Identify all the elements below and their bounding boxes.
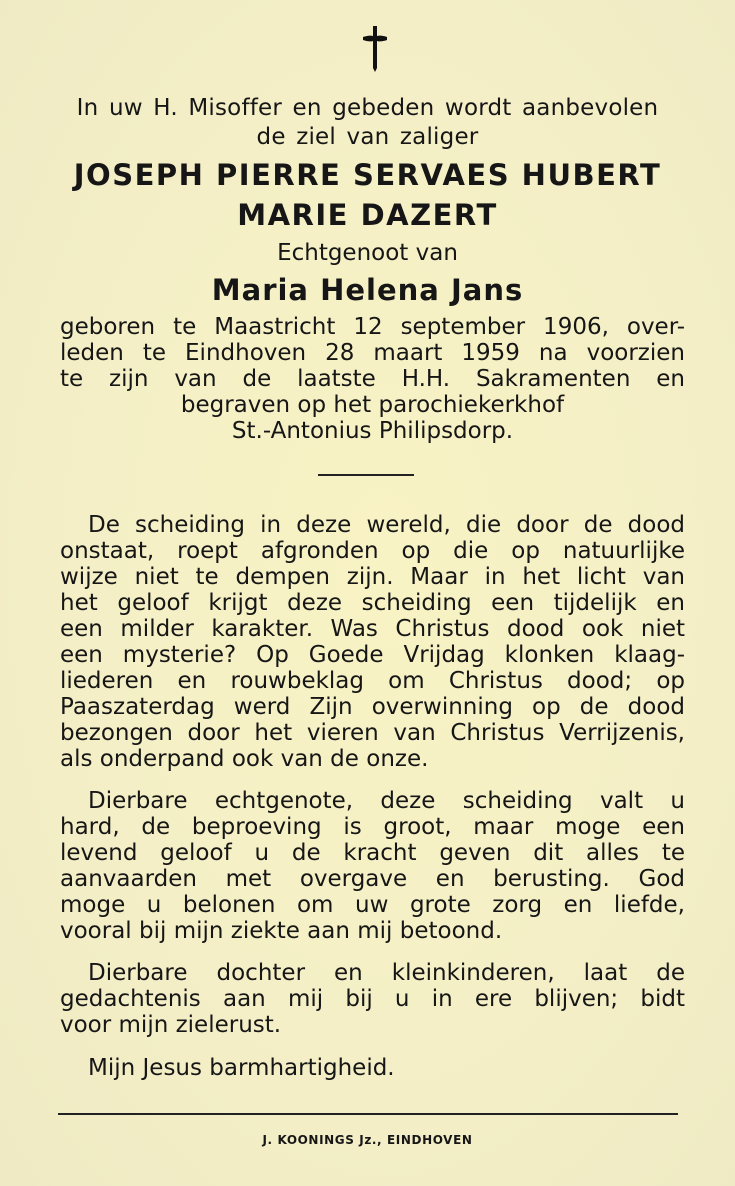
paragraph-line: als onderpand ook van de onze.	[60, 746, 429, 772]
paragraph-line: aanvaarden met overgave en berusting. God	[60, 866, 685, 892]
paragraph-line: Dierbare echtgenote, deze scheiding valt u	[88, 788, 685, 814]
printer-credit: J. KOONINGS Jz., EINDHOVEN	[262, 1133, 473, 1147]
paragraph-line: een milder karakter. Was Christus dood ook niet	[60, 616, 685, 642]
deceased-name-line: MARIE DAZERT	[237, 198, 498, 232]
paragraph-family	[60, 960, 685, 1038]
deceased-name	[0, 155, 735, 235]
paragraph-line: moge u belonen om uw grote zorg en liefde,	[60, 892, 685, 918]
latin-cross-icon	[360, 24, 390, 74]
paragraph-reflection	[60, 512, 685, 772]
biography	[60, 314, 685, 444]
paragraph-line: gedachtenis aan mij bij u in ere blijven; bidt	[60, 986, 685, 1012]
closing-prayer: Mijn Jesus barmhartigheid.	[88, 1055, 395, 1081]
spouse-label: Echtgenoot van	[277, 240, 458, 266]
intro-line: In uw H. Misoffer en gebeden wordt aanbevolen	[76, 95, 659, 121]
bio-line: begraven op het parochiekerkhof	[180, 392, 565, 418]
paragraph-line: bezongen door het vieren van Christus Verrijzenis,	[60, 720, 685, 746]
paragraph-line: levend geloof u de kracht geven dit alles te	[60, 840, 685, 866]
paragraph-line: het geloof krijgt deze scheiding een tijdelijk en	[60, 590, 685, 616]
paragraph-line: voor mijn zielerust.	[60, 1012, 282, 1038]
divider-long	[58, 1113, 678, 1115]
paragraph-line: liederen en rouwbeklag om Christus dood; op	[60, 668, 685, 694]
intro-line: de ziel van zaliger	[256, 124, 479, 150]
paragraph-line: Paaszaterdag werd Zijn overwinning op de dood	[60, 694, 685, 720]
bio-line: te zijn van de laatste H.H. Sakramenten en	[60, 366, 685, 392]
bio-line: leden te Eindhoven 28 maart 1959 na voorzien	[60, 340, 685, 366]
paragraph-line: een mysterie? Op Goede Vrijdag klonken klaag-	[60, 642, 685, 668]
spouse-name: Maria Helena Jans	[211, 273, 524, 307]
paragraph-line: onstaat, roept afgronden op die op natuurlijke	[60, 538, 685, 564]
paragraph-line: wijze niet te dempen zijn. Maar in het licht van	[60, 564, 685, 590]
bio-line: geboren te Maastricht 12 september 1906, over-	[60, 314, 685, 340]
intro-text	[0, 94, 735, 152]
paragraph-line: hard, de beproeving is groot, maar moge een	[60, 814, 685, 840]
divider-short	[318, 474, 414, 476]
paragraph-spouse	[60, 788, 685, 944]
deceased-name-line: JOSEPH PIERRE SERVAES HUBERT	[73, 158, 662, 192]
bio-line: St.-Antonius Philipsdorp.	[231, 418, 514, 444]
paragraph-line: De scheiding in deze wereld, die door de dood	[88, 512, 685, 538]
paragraph-line: Dierbare dochter en kleinkinderen, laat de	[88, 960, 685, 986]
paragraph-line: vooral bij mijn ziekte aan mij betoond.	[60, 918, 503, 944]
